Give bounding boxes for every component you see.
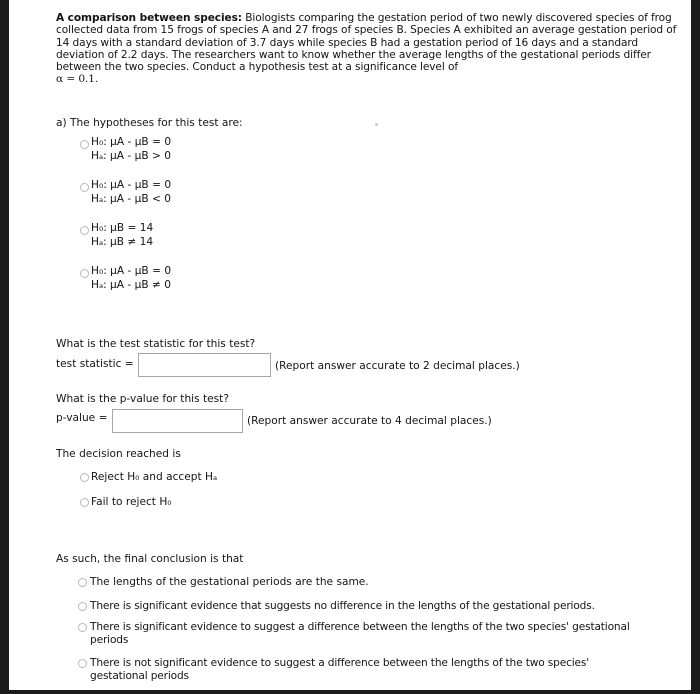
- decision-option-2[interactable]: Fail to reject H₀: [91, 496, 172, 508]
- p-value-note: (Report answer accurate to 4 decimal places.): [247, 415, 492, 427]
- null-hypothesis: H₀: μA - μB = 0: [91, 179, 172, 191]
- test-statistic-question: What is the test statistic for this test?: [56, 338, 256, 350]
- alternative-hypothesis: Hₐ: μA - μB ≠ 0: [91, 279, 171, 291]
- question-sheet: [9, 0, 691, 690]
- stray-dot: [375, 123, 378, 126]
- conclusion-option-2[interactable]: There is significant evidence that suggests no difference in the lengths of the gestational periods.: [90, 600, 595, 612]
- decision-option-1[interactable]: Reject H₀ and accept Hₐ: [91, 471, 218, 483]
- conclusion-question: As such, the final conclusion is that: [56, 553, 244, 565]
- problem-heading: A comparison between species:: [56, 12, 242, 24]
- alternative-hypothesis: Hₐ: μB ≠ 14: [91, 236, 154, 248]
- problem-statement: [56, 12, 681, 86]
- hypothesis-option-3-radio[interactable]: [80, 226, 89, 235]
- alternative-hypothesis: Hₐ: μA - μB > 0: [91, 150, 171, 162]
- conclusion-option-2-radio[interactable]: [78, 602, 87, 611]
- hypothesis-option-2-radio[interactable]: [80, 183, 89, 192]
- p-value-label: p-value =: [56, 412, 108, 424]
- problem-text: Biologists comparing the gestation period of two newly discovered species of frog collected data from 15 frogs of species A and 27 frogs of species B. Species A exhibited an average gestation period of 14 days with a standard deviation of 3.7 days while species B had a gestation period of 16 days and a standard deviation of 2.2 days. The researchers want to know whether the average lengths of the gestational periods differ between the two species. Conduct a hypothesis test at a significance level of: [56, 12, 677, 74]
- conclusion-option-4[interactable]: There is not significant evidence to suggest a difference between the lengths of the two species' gestational periods: [90, 657, 590, 682]
- p-value-input[interactable]: [112, 409, 243, 433]
- hypothesis-option-3[interactable]: [91, 221, 153, 249]
- hypothesis-option-2[interactable]: [91, 178, 171, 206]
- hypothesis-option-1-radio[interactable]: [80, 140, 89, 149]
- hypotheses-question: a) The hypotheses for this test are:: [56, 117, 243, 129]
- test-statistic-label: test statistic =: [56, 358, 134, 370]
- hypothesis-option-1[interactable]: [91, 135, 171, 163]
- null-hypothesis: H₀: μB = 14: [91, 222, 154, 234]
- conclusion-option-3[interactable]: There is significant evidence to suggest a difference between the lengths of the two species' gestational periods: [90, 621, 630, 646]
- test-statistic-note: (Report answer accurate to 2 decimal places.): [275, 360, 520, 372]
- p-value-question: What is the p-value for this test?: [56, 393, 229, 405]
- alternative-hypothesis: Hₐ: μA - μB < 0: [91, 193, 171, 205]
- hypothesis-option-4[interactable]: [91, 264, 171, 292]
- conclusion-option-1[interactable]: The lengths of the gestational periods are the same.: [90, 576, 369, 588]
- null-hypothesis: H₀: μA - μB = 0: [91, 136, 172, 148]
- conclusion-option-1-radio[interactable]: [78, 578, 87, 587]
- decision-question: The decision reached is: [56, 448, 181, 460]
- hypothesis-option-4-radio[interactable]: [80, 269, 89, 278]
- conclusion-option-3-radio[interactable]: [78, 623, 87, 632]
- alpha-value: α = 0.1.: [56, 73, 99, 86]
- test-statistic-input[interactable]: [138, 353, 271, 377]
- conclusion-option-4-radio[interactable]: [78, 659, 87, 668]
- null-hypothesis: H₀: μA - μB = 0: [91, 265, 172, 277]
- decision-option-1-radio[interactable]: [80, 473, 89, 482]
- decision-option-2-radio[interactable]: [80, 498, 89, 507]
